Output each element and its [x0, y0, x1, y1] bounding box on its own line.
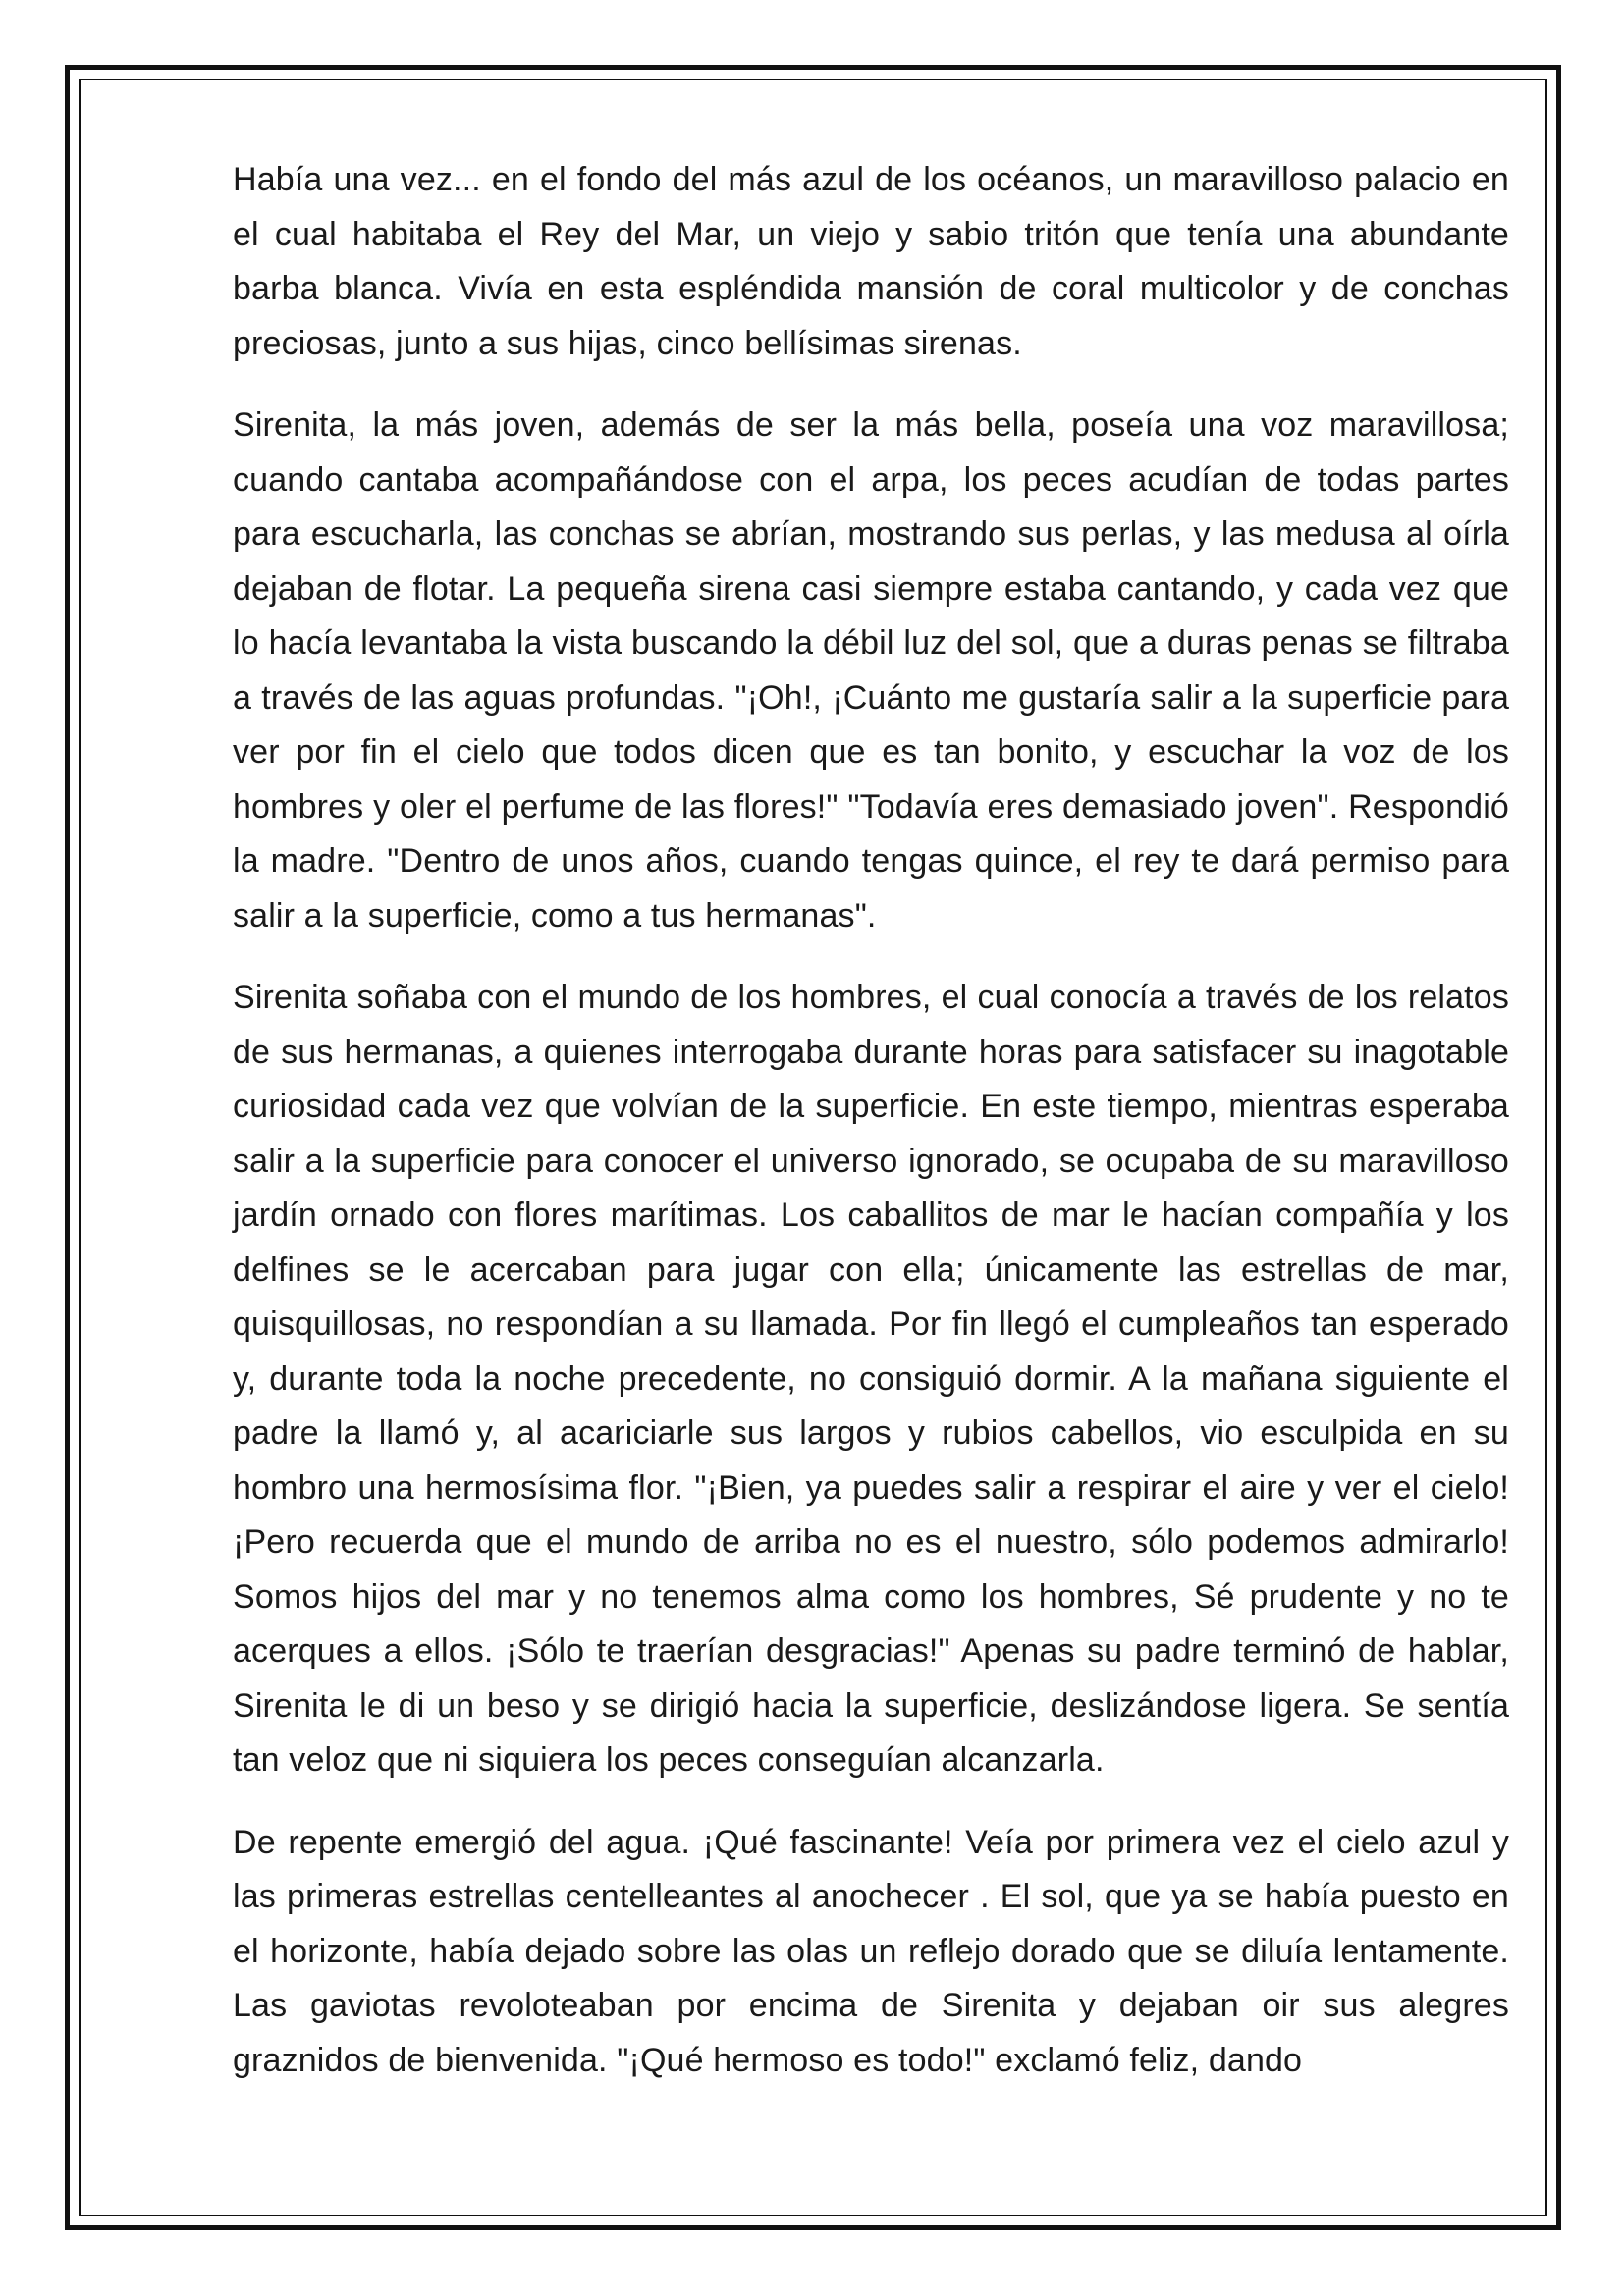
paragraph-2: Sirenita, la más joven, además de ser la más bella, poseía una voz maravillosa; cuando cantaba acompañándose con el arpa, los peces acudían de todas partes para escucharla, las conchas se abrían, mostrando sus perlas, y las medusa al oírla dejaban de flotar. La pequeña sirena casi siempre estaba cantando, y cada vez que lo hacía levantaba la vista buscando la débil luz del sol, que a duras penas se filtraba a través de las aguas profundas. "¡Oh!, ¡Cuánto me gustaría salir a la superficie para ver por fin el cielo que todos dicen que es tan bonito, y escuchar la voz de los hombres y oler el perfume de las flores!" "Todavía eres demasiado joven". Respondió la madre. "Dentro de unos años, cuando tengas quince, el rey te dará permiso para salir a la superficie, como a tus hermanas". — [233, 406, 1509, 934]
paragraph-3: Sirenita soñaba con el mundo de los hombres, el cual conocía a través de los relatos de sus hermanas, a quienes interrogaba durante horas para satisfacer su inagotable curiosidad cada vez que volvían de la superficie. En este tiempo, mientras esperaba salir a la superficie para conocer el universo ignorado, se ocupaba de su maravilloso jardín ornado con flores marítimas. Los caballitos de mar le hacían compañía y los delfines se le acercaban para jugar con ella; únicamente las estrellas de mar, quisquillosas, no respondían a su llamada. Por fin llegó el cumpleaños tan esperado y, durante toda la noche precedente, no consiguió dormir. A la mañana siguiente el padre la llamó y, al acariciarle sus largos y rubios cabellos, vio esculpida en su hombro una hermosísima flor. "¡Bien, ya puedes salir a respirar el aire y ver el cielo! ¡Pero recuerda que el mundo de arriba no es el nuestro, sólo podemos admirarlo! Somos hijos del mar y no tenemos alma como los hombres, Sé prudente y no te acerques a ellos. ¡Sólo te traerían desgracias!" Apenas su padre terminó de hablar, Sirenita le di un beso y se dirigió hacia la superficie, deslizándose ligera. Se sentía tan veloz que ni siquiera los peces conseguían alcanzarla. — [233, 979, 1509, 1779]
paragraph-1: Había una vez... en el fondo del más azul de los océanos, un maravilloso palacio en el cual habitaba el Rey del Mar, un viejo y sabio tritón que tenía una abundante barba blanca. Vivía en esta espléndida mansión de coral multicolor y de conchas preciosas, junto a sus hijas, cinco bellísimas sirenas. — [233, 161, 1509, 362]
paragraph-4: De repente emergió del agua. ¡Qué fascinante! Veía por primera vez el cielo azul y las primeras estrellas centelleantes al anochecer . El sol, que ya se había puesto en el horizonte, había dejado sobre las olas un reflejo dorado que se diluía lentamente. Las gaviotas revoloteaban por encima de Sirenita y dejaban oir sus alegres graznidos de bienvenida. "¡Qué hermoso es todo!" exclamó feliz, dando — [233, 1823, 1509, 2079]
story-text — [233, 153, 1509, 2115]
